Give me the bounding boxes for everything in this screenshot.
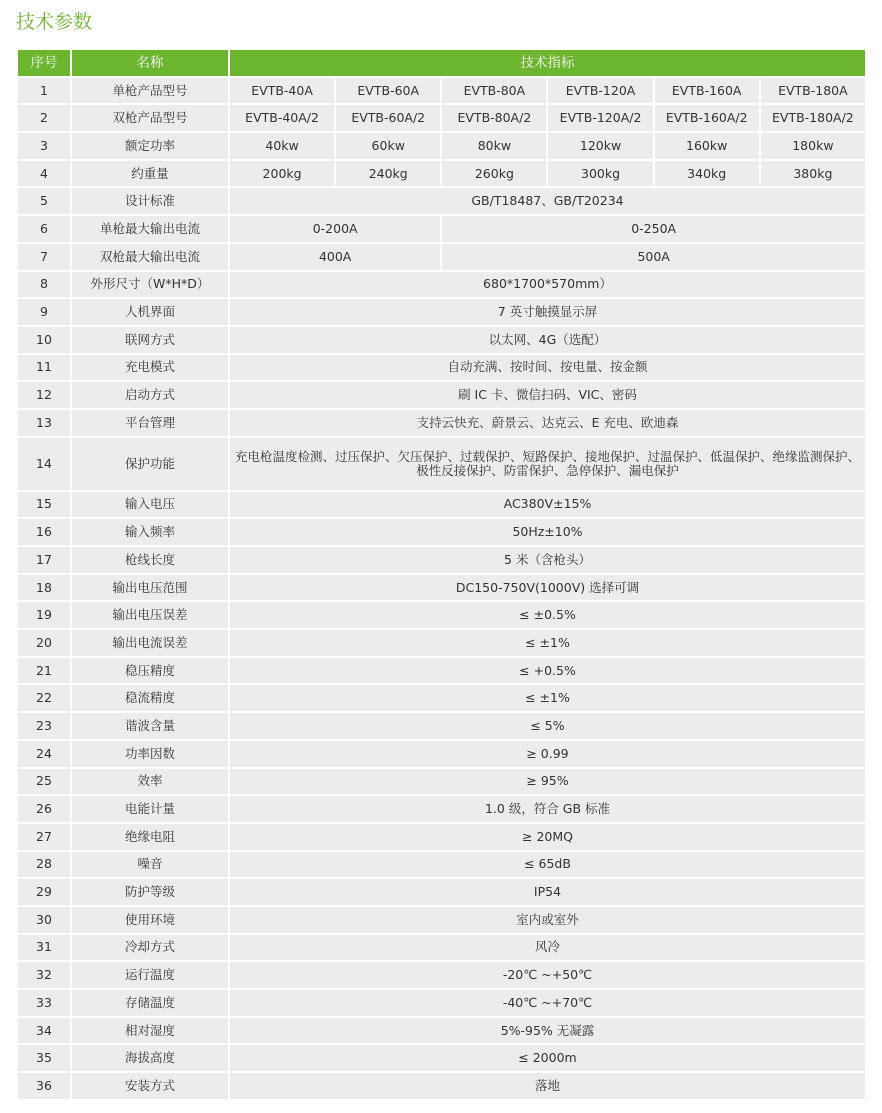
row-name: 电能计量 bbox=[72, 796, 228, 822]
row-seq: 22 bbox=[18, 685, 70, 711]
row-name: 输出电流误差 bbox=[72, 630, 228, 656]
row-name: 双枪产品型号 bbox=[72, 105, 228, 131]
row-seq: 3 bbox=[18, 133, 70, 159]
row-name: 运行温度 bbox=[72, 962, 228, 988]
row-value: EVTB-60A/2 bbox=[336, 105, 440, 131]
row-name: 启动方式 bbox=[72, 382, 228, 408]
row-seq: 10 bbox=[18, 327, 70, 353]
table-row bbox=[18, 824, 865, 850]
row-value: 680*1700*570mm） bbox=[230, 272, 865, 298]
table-header-row bbox=[18, 50, 865, 76]
row-value: EVTB-60A bbox=[336, 78, 440, 104]
row-value: 300kg bbox=[548, 161, 652, 187]
row-seq: 27 bbox=[18, 824, 70, 850]
row-value: ≤ 5% bbox=[230, 713, 865, 739]
row-seq: 35 bbox=[18, 1045, 70, 1071]
table-row bbox=[18, 990, 865, 1016]
row-value: -40℃ ~+70℃ bbox=[230, 990, 865, 1016]
row-value: EVTB-180A/2 bbox=[761, 105, 865, 131]
row-seq: 8 bbox=[18, 272, 70, 298]
table-row bbox=[18, 519, 865, 545]
table-row bbox=[18, 492, 865, 518]
row-value: ≤ 65dB bbox=[230, 852, 865, 878]
table-row bbox=[18, 713, 865, 739]
row-name: 输出电压范围 bbox=[72, 575, 228, 601]
row-seq: 36 bbox=[18, 1073, 70, 1099]
row-value: ≥ 95% bbox=[230, 769, 865, 795]
table-row bbox=[18, 796, 865, 822]
row-seq: 1 bbox=[18, 78, 70, 104]
row-seq: 20 bbox=[18, 630, 70, 656]
table-row bbox=[18, 299, 865, 325]
row-name: 设计标准 bbox=[72, 188, 228, 214]
row-seq: 13 bbox=[18, 410, 70, 436]
row-value: 1.0 级，符合 GB 标准 bbox=[230, 796, 865, 822]
row-seq: 12 bbox=[18, 382, 70, 408]
table-row bbox=[18, 741, 865, 767]
row-name: 使用环境 bbox=[72, 907, 228, 933]
row-value: ≤ +0.5% bbox=[230, 658, 865, 684]
row-value: 5%-95% 无凝露 bbox=[230, 1018, 865, 1044]
row-name: 冷却方式 bbox=[72, 935, 228, 961]
table-row bbox=[18, 769, 865, 795]
row-seq: 34 bbox=[18, 1018, 70, 1044]
table-row bbox=[18, 272, 865, 298]
row-seq: 29 bbox=[18, 879, 70, 905]
row-name: 约重量 bbox=[72, 161, 228, 187]
page-title: 技术参数 bbox=[16, 11, 93, 33]
row-name: 额定功率 bbox=[72, 133, 228, 159]
table-row bbox=[18, 105, 865, 131]
row-value: ≥ 0.99 bbox=[230, 741, 865, 767]
row-value: AC380V±15% bbox=[230, 492, 865, 518]
row-seq: 24 bbox=[18, 741, 70, 767]
table-row bbox=[18, 355, 865, 381]
row-seq: 15 bbox=[18, 492, 70, 518]
table-row bbox=[18, 161, 865, 187]
row-name: 绝缘电阻 bbox=[72, 824, 228, 850]
row-name: 充电模式 bbox=[72, 355, 228, 381]
row-seq: 9 bbox=[18, 299, 70, 325]
table-body bbox=[18, 78, 865, 1099]
row-value: 80kw bbox=[442, 133, 546, 159]
table-row bbox=[18, 438, 865, 490]
row-name: 输入频率 bbox=[72, 519, 228, 545]
row-seq: 28 bbox=[18, 852, 70, 878]
row-seq: 4 bbox=[18, 161, 70, 187]
table-row bbox=[18, 962, 865, 988]
row-seq: 33 bbox=[18, 990, 70, 1016]
table-row bbox=[18, 382, 865, 408]
row-seq: 6 bbox=[18, 216, 70, 242]
row-seq: 17 bbox=[18, 547, 70, 573]
row-seq: 26 bbox=[18, 796, 70, 822]
row-value: 500A bbox=[442, 244, 865, 270]
table-row bbox=[18, 852, 865, 878]
row-seq: 5 bbox=[18, 188, 70, 214]
row-seq: 25 bbox=[18, 769, 70, 795]
row-seq: 23 bbox=[18, 713, 70, 739]
row-seq: 2 bbox=[18, 105, 70, 131]
row-name: 稳压精度 bbox=[72, 658, 228, 684]
row-value: 风冷 bbox=[230, 935, 865, 961]
row-value: -20℃ ~+50℃ bbox=[230, 962, 865, 988]
row-value: ≥ 20MQ bbox=[230, 824, 865, 850]
row-value: EVTB-40A/2 bbox=[230, 105, 334, 131]
row-value: 以太网、4G（选配） bbox=[230, 327, 865, 353]
spec-table bbox=[16, 48, 867, 1101]
table-row bbox=[18, 327, 865, 353]
row-name: 存储温度 bbox=[72, 990, 228, 1016]
row-name: 效率 bbox=[72, 769, 228, 795]
row-value: 支持云快充、蔚景云、达克云、E 充电、欧迪森 bbox=[230, 410, 865, 436]
row-seq: 30 bbox=[18, 907, 70, 933]
row-name: 安装方式 bbox=[72, 1073, 228, 1099]
row-value: 落地 bbox=[230, 1073, 865, 1099]
table-row bbox=[18, 1018, 865, 1044]
table-row bbox=[18, 935, 865, 961]
row-seq: 21 bbox=[18, 658, 70, 684]
row-value: ≤ ±0.5% bbox=[230, 602, 865, 628]
row-seq: 19 bbox=[18, 602, 70, 628]
row-value: EVTB-120A bbox=[548, 78, 652, 104]
row-value: 充电枪温度检测、过压保护、欠压保护、过载保护、短路保护、接地保护、过温保护、低温保护、绝缘监测保护、极性反接保护、防雷保护、急停保护、漏电保护 bbox=[230, 438, 865, 490]
row-value: 室内或室外 bbox=[230, 907, 865, 933]
row-value: EVTB-160A/2 bbox=[655, 105, 759, 131]
table-row bbox=[18, 602, 865, 628]
row-seq: 18 bbox=[18, 575, 70, 601]
row-value: IP54 bbox=[230, 879, 865, 905]
row-name: 联网方式 bbox=[72, 327, 228, 353]
row-value: 200kg bbox=[230, 161, 334, 187]
table-row bbox=[18, 575, 865, 601]
row-seq: 11 bbox=[18, 355, 70, 381]
table-row bbox=[18, 188, 865, 214]
row-name: 平台管理 bbox=[72, 410, 228, 436]
row-seq: 16 bbox=[18, 519, 70, 545]
row-value: EVTB-40A bbox=[230, 78, 334, 104]
table-row bbox=[18, 685, 865, 711]
row-value: EVTB-80A bbox=[442, 78, 546, 104]
row-name: 功率因数 bbox=[72, 741, 228, 767]
row-value: 120kw bbox=[548, 133, 652, 159]
header-seq: 序号 bbox=[18, 50, 70, 76]
row-value: ≤ 2000m bbox=[230, 1045, 865, 1071]
row-seq: 32 bbox=[18, 962, 70, 988]
table-row bbox=[18, 244, 865, 270]
table-row bbox=[18, 410, 865, 436]
row-name: 人机界面 bbox=[72, 299, 228, 325]
row-value: EVTB-180A bbox=[761, 78, 865, 104]
row-name: 噪音 bbox=[72, 852, 228, 878]
table-row bbox=[18, 658, 865, 684]
row-value: EVTB-80A/2 bbox=[442, 105, 546, 131]
row-name: 谐波含量 bbox=[72, 713, 228, 739]
row-value: EVTB-120A/2 bbox=[548, 105, 652, 131]
row-name: 相对湿度 bbox=[72, 1018, 228, 1044]
row-value: 180kw bbox=[761, 133, 865, 159]
table-row bbox=[18, 907, 865, 933]
row-value: 160kw bbox=[655, 133, 759, 159]
row-seq: 7 bbox=[18, 244, 70, 270]
row-value: 7 英寸触摸显示屏 bbox=[230, 299, 865, 325]
row-name: 输入电压 bbox=[72, 492, 228, 518]
row-value: 40kw bbox=[230, 133, 334, 159]
row-value: 260kg bbox=[442, 161, 546, 187]
table-row bbox=[18, 133, 865, 159]
row-name: 海拔高度 bbox=[72, 1045, 228, 1071]
row-seq: 14 bbox=[18, 438, 70, 490]
row-value: ≤ ±1% bbox=[230, 630, 865, 656]
row-value: 5 米（含枪头） bbox=[230, 547, 865, 573]
row-name: 保护功能 bbox=[72, 438, 228, 490]
row-name: 输出电压误差 bbox=[72, 602, 228, 628]
row-name: 稳流精度 bbox=[72, 685, 228, 711]
table-row bbox=[18, 78, 865, 104]
table-row bbox=[18, 216, 865, 242]
row-value: 自动充满、按时间、按电量、按金额 bbox=[230, 355, 865, 381]
row-value: 0-250A bbox=[442, 216, 865, 242]
row-value: 0-200A bbox=[230, 216, 440, 242]
row-value: GB/T18487、GB/T20234 bbox=[230, 188, 865, 214]
row-name: 双枪最大输出电流 bbox=[72, 244, 228, 270]
row-value: 240kg bbox=[336, 161, 440, 187]
table-row bbox=[18, 630, 865, 656]
row-seq: 31 bbox=[18, 935, 70, 961]
row-value: 400A bbox=[230, 244, 440, 270]
row-value: 340kg bbox=[655, 161, 759, 187]
table-row bbox=[18, 1045, 865, 1071]
row-value: DC150-750V(1000V) 选择可调 bbox=[230, 575, 865, 601]
row-name: 枪线长度 bbox=[72, 547, 228, 573]
row-value: EVTB-160A bbox=[655, 78, 759, 104]
header-name: 名称 bbox=[72, 50, 228, 76]
table-row bbox=[18, 1073, 865, 1099]
row-name: 防护等级 bbox=[72, 879, 228, 905]
table-row bbox=[18, 879, 865, 905]
row-name: 外形尺寸（W*H*D） bbox=[72, 272, 228, 298]
row-value: ≤ ±1% bbox=[230, 685, 865, 711]
header-spec: 技术指标 bbox=[230, 50, 865, 76]
row-value: 60kw bbox=[336, 133, 440, 159]
table-row bbox=[18, 547, 865, 573]
row-value: 50Hz±10% bbox=[230, 519, 865, 545]
row-name: 单枪产品型号 bbox=[72, 78, 228, 104]
row-value: 刷 IC 卡、微信扫码、VIC、密码 bbox=[230, 382, 865, 408]
row-name: 单枪最大输出电流 bbox=[72, 216, 228, 242]
row-value: 380kg bbox=[761, 161, 865, 187]
